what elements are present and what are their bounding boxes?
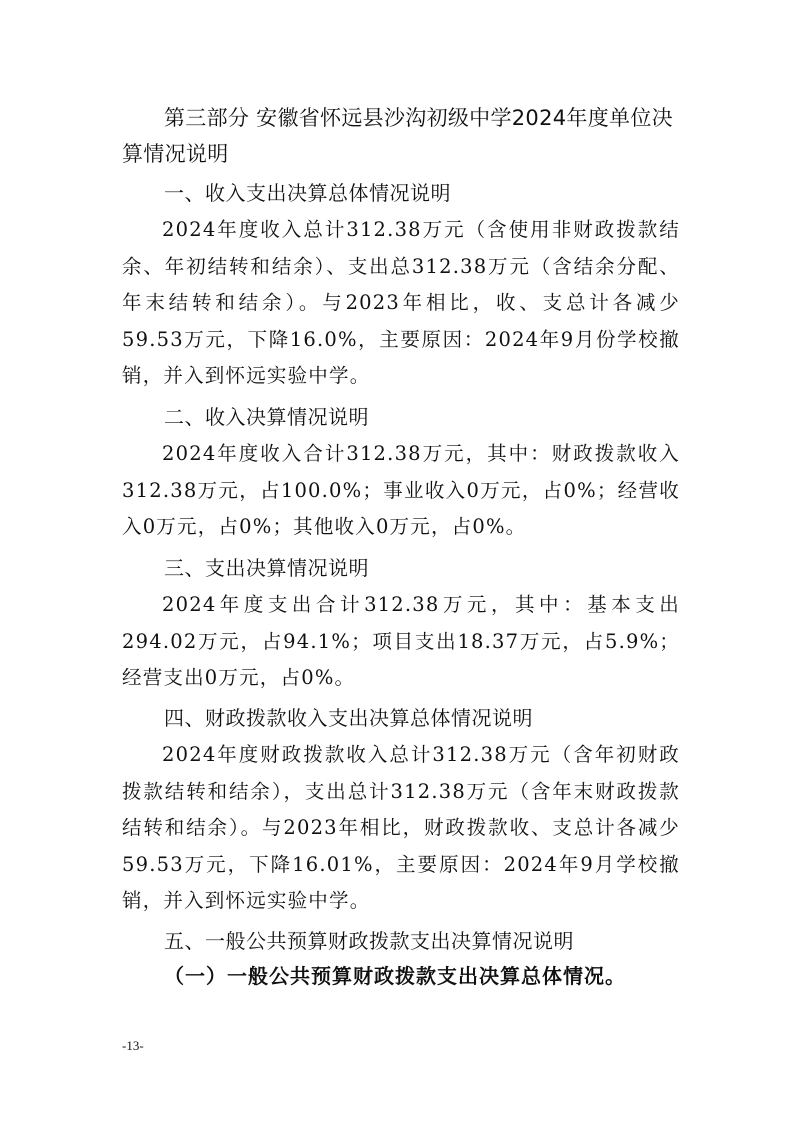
document-title: 第三部分 安徽省怀远县沙沟初级中学2024年度单位决算情况说明 (122, 106, 673, 166)
section-paragraph-4: 2024年度财政拨款收入总计312.38万元（含年初财政拨款结转和结余），支出总计312.38万元（含年末财政拨款结转和结余）。与2023年相比，财政拨款收、支总计各减少59.53万元，下降16.01%，主要原因：2024年9月学校撤销，并入到怀远实验中学。 (122, 743, 680, 912)
section-heading-5: 五、一般公共预算财政拨款支出决算情况说明 (164, 929, 574, 953)
section-heading-4: 四、财政拨款收入支出决算总体情况说明 (164, 706, 533, 730)
page-number: -13- (122, 1038, 144, 1053)
section-paragraph-3: 2024年度支出合计312.38万元，其中：基本支出294.02万元，占94.1%；项目支出18.37万元，占5.9%；经营支出0万元，占0%。 (122, 593, 680, 689)
section-paragraph-2: 2024年度收入合计312.38万元，其中：财政拨款收入312.38万元，占100.0%；事业收入0万元，占0%；经营收入0万元，占0%；其他收入0万元，占0%。 (122, 442, 680, 538)
section-heading-2: 二、收入决算情况说明 (164, 405, 369, 429)
section-paragraph-1: 2024年度收入总计312.38万元（含使用非财政拨款结余、年初结转和结余）、支出总312.38万元（含结余分配、年末结转和结余）。与2023年相比，收、支总计各减少59.53万元，下降16.0%，主要原因：2024年9月份学校撤销，并入到怀远实验中学。 (122, 218, 680, 387)
subsection-heading-1: （一）一般公共预算财政拨款支出决算总体情况。 (164, 964, 626, 988)
section-heading-1: 一、收入支出决算总体情况说明 (164, 181, 451, 205)
section-heading-3: 三、支出决算情况说明 (164, 556, 369, 580)
